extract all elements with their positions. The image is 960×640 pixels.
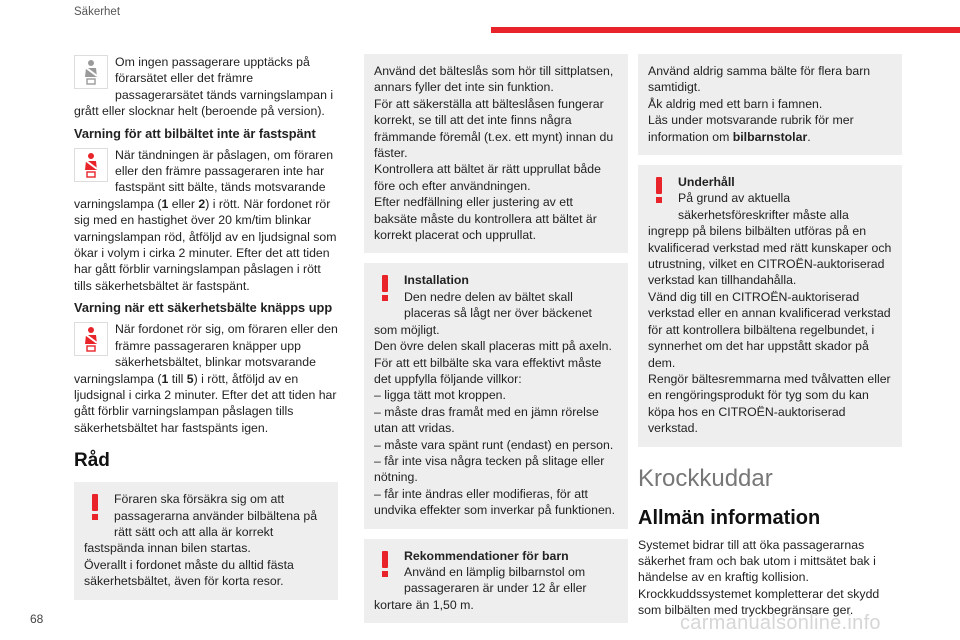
- installation-title: Installation: [404, 273, 469, 288]
- general-information-text: Systemet bidrar till att öka passagerarnas säkerhet fram och bak utom i mittsätet bak i händelse av en kraftig kollision. Krockkuddssystemet kompletterar det skydd som bilbälten med tryckbegränsare ger.: [638, 537, 880, 618]
- buckle-line-1: Använd det bälteslås som hör till sittplatsen, annars fyller det inte sin funktion.: [374, 64, 614, 95]
- seatbelt-warning-red-icon: [74, 148, 108, 182]
- installation-line-8: – får inte ändras eller modifieras, för att undvika effekter som inverkar på funktionen.: [374, 486, 616, 518]
- seatbelt-warning-gray-icon: [74, 55, 108, 89]
- link-child-seats: bilbarnstolar: [732, 129, 808, 144]
- installation-line-5: – måste dras framåt med en jämn rörelse utan att vridas.: [374, 404, 599, 436]
- children-belt-panel: [638, 54, 902, 155]
- heading-unfastened-warning: Varning när ett säkerhetsbälte knäpps upp: [74, 300, 333, 316]
- maintenance-line-1: På grund av aktuella säkerhetsföreskrifter måste alla ingrepp på bilens bilbälten utföras på en kvalificerad verkstad med rätt kunskaper och utrustning, vilket en CITROËN-auktoriserad verkstad kan tillhandahålla.: [648, 191, 892, 288]
- seatbelt-warning-red-icon-2: [74, 322, 108, 356]
- children-line-2: Åk aldrig med ett barn i famnen.: [648, 96, 823, 111]
- installation-line-7: – får inte visa några tecken på slitage eller nötning.: [374, 453, 605, 485]
- advice-text-2: Överallt i fordonet måste du alltid fästa säkerhetsbältet, även för korta resor.: [84, 557, 294, 589]
- maintenance-line-2: Vänd dig till en CITROËN-auktoriserad verkstad eller en annan kvalificerad verkstad för att kontrollera bilbältena regelbundet, i synnerhet om det har uppstått skador på dem.: [648, 289, 891, 370]
- child-recommendation-text: Använd en lämplig bilbarnstol om passageraren är under 12 år eller kortare än 1,50 m.: [374, 564, 587, 612]
- buckle-usage-panel: [364, 54, 628, 253]
- maintenance-title: Underhåll: [678, 175, 735, 190]
- unbuckled-paragraph: När tändningen är påslagen, om föraren eller den främre passageraren inte har fastspänt sitt bälte, tänds motsvarande varningslampa (1 eller 2) i rött. När fordonet rör sig med en hastighet över 20 km/tim blinkar varningslampan röd, åtföljd av en ljudsignal som ökar i volym i cirka 2 minuter. Efter det att tiden har gått förblir varningslampan påslagen i rött tills säkerhetsbältet är fastspänt.: [74, 147, 337, 293]
- exclamation-warning-icon: [378, 273, 398, 305]
- buckle-line-4: Efter nedfällning eller justering av ett baksäte måste du kontrollera att bältet är korrekt placerat och upprullat.: [374, 195, 597, 243]
- buckle-line-2: För att säkerställa att bälteslåsen fungerar korrekt, se till att det inte finns några främmande föremål (t.ex. ett mynt) innan du fäster.: [374, 96, 614, 161]
- intro-paragraph: Om ingen passagerare upptäcks på förarsätet eller det främre passagerarsätet tänds varningslampan i grått eller slocknar helt (beroende på version).: [74, 55, 334, 119]
- intro-block: [74, 54, 338, 120]
- unfastened-paragraph: När fordonet rör sig, om föraren eller den främre passageraren knäpper upp säkerhetsbältet, blinkar motsvarande varningslampa (1 till 5) i rött, åtföljd av en ljudsignal i cirka 2 minuter. Efter det att tiden har gått förblir varningslampan påslagen tills säkerhetsbältet har fastspänts igen.: [74, 322, 338, 435]
- buckle-line-3: Kontrollera att bältet är rätt upprullat både före och efter användningen.: [374, 162, 601, 193]
- maintenance-line-3: Rengör bältesremmarna med tvålvatten eller en rengöringsprodukt för tyg som du kan köpa hos en CITROËN-auktoriserad verkstad.: [648, 371, 891, 436]
- children-line-3: Läs under motsvarande rubrik för mer information om bilbarnstolar.: [648, 113, 854, 144]
- child-recommendation-panel: [364, 539, 628, 624]
- unbuckled-block: [74, 147, 338, 295]
- children-line-1: Använd aldrig samma bälte för flera barn samtidigt.: [648, 64, 871, 95]
- page-header-title: Säkerhet: [74, 6, 121, 18]
- child-recommendation-title: Rekommendationer för barn: [404, 548, 569, 563]
- watermark: carmanualsonline.info: [680, 612, 881, 634]
- maintenance-panel: [638, 165, 902, 447]
- installation-line-1: Den nedre delen av bältet skall placeras så lågt ner över bäckenet som möjligt.: [374, 289, 592, 337]
- exclamation-warning-icon: [652, 175, 672, 207]
- installation-panel: [364, 263, 628, 528]
- heading-unbuckled-warning: Varning för att bilbältet inte är fastspänt: [74, 125, 316, 141]
- unfastened-block: [74, 321, 338, 436]
- advice-panel: [74, 482, 338, 599]
- section-title-airbags: Krockkuddar: [638, 464, 773, 492]
- column-2: [364, 54, 628, 633]
- heading-general-information: Allmän information: [638, 506, 821, 529]
- column-3: [638, 54, 902, 619]
- column-1: [74, 54, 338, 610]
- exclamation-warning-icon: [88, 492, 108, 524]
- advice-text-1: Föraren ska försäkra sig om att passagerarna använder bilbältena på rätt sätt och att alla är korrekt fastspända innan bilen startas.: [84, 492, 318, 556]
- page-number: 68: [30, 612, 44, 626]
- installation-line-3: För att ett bilbälte ska vara effektivt måste det uppfylla följande villkor:: [374, 355, 602, 386]
- installation-line-6: – måste vara spänt runt (endast) en person.: [374, 437, 614, 452]
- heading-advice: Råd: [74, 450, 110, 472]
- installation-line-4: – ligga tätt mot kroppen.: [374, 388, 506, 403]
- exclamation-warning-icon: [378, 549, 398, 581]
- header-accent-bar: [491, 27, 960, 33]
- installation-line-2: Den övre delen skall placeras mitt på axeln.: [374, 339, 612, 354]
